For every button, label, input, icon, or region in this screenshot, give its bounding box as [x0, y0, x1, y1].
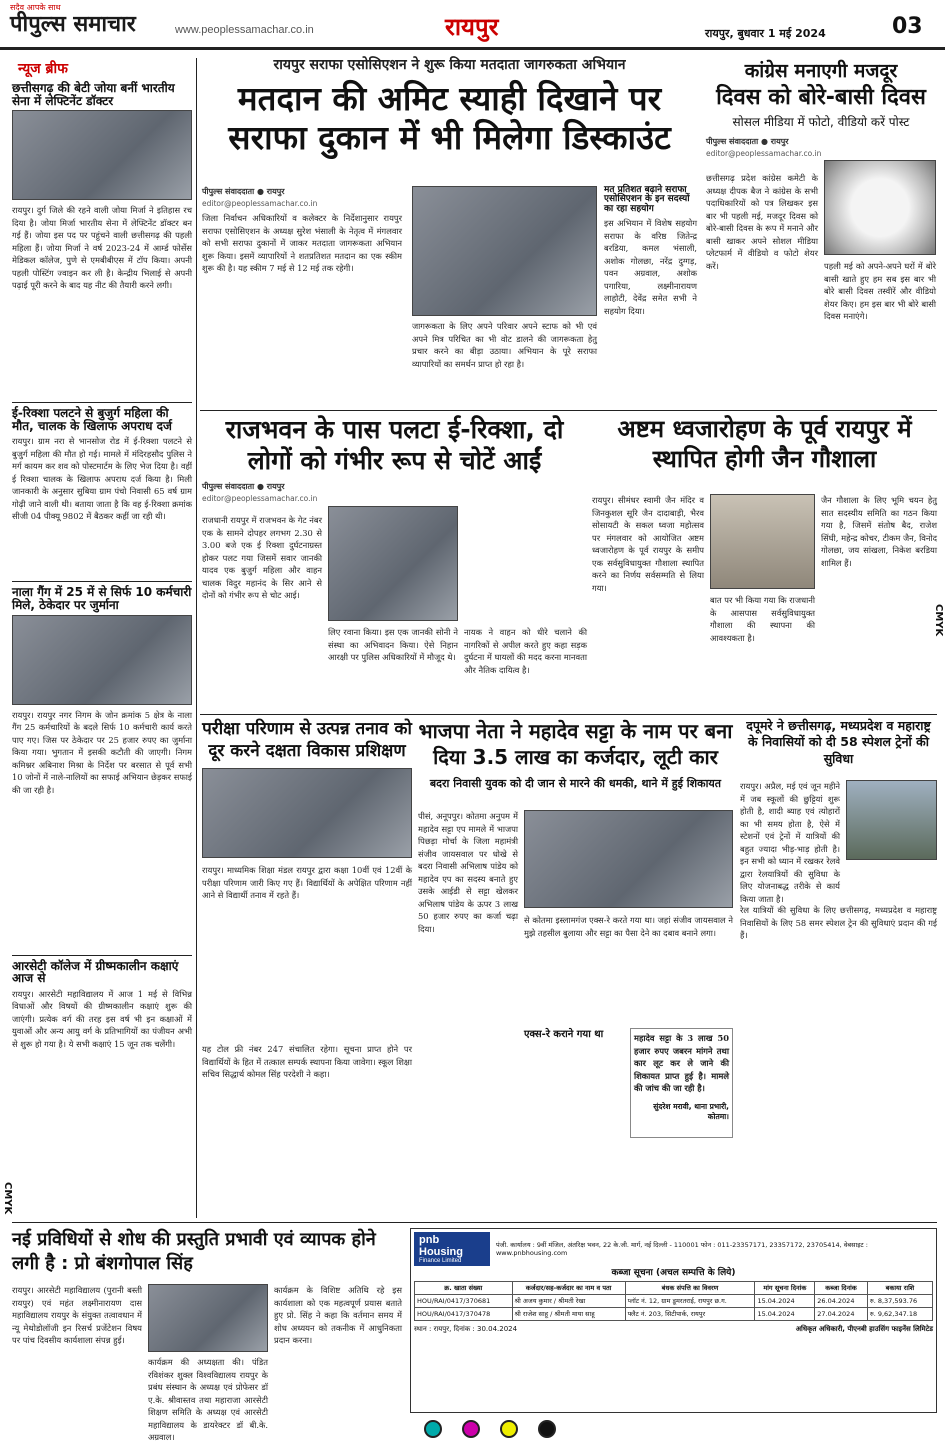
brief-photo-soldier	[12, 110, 192, 200]
lead-story	[202, 58, 697, 403]
website-url[interactable]: www.peoplessamachar.co.in	[175, 24, 314, 36]
lead-email[interactable]: editor@peoplessamachar.co.in	[202, 199, 318, 208]
congress-deck: सोसल मीडिया में फोटो, वीडियो करें पोस्ट	[732, 115, 910, 130]
rickshaw-story	[202, 414, 587, 709]
gaushala-text-2: जैन गौशाला के लिए भूमि चयन हेतु सात सदस्यीय समिति का गठन किया गया है, जिसमें संतोष बैद, राजेश सिंघी, महेन्द्र कोचर, टीकम जैन, विनोद गोलछा, जय सांखला, निकेश बरडिया शामिल हैं।	[821, 495, 937, 568]
rickshaw-text-1: राजधानी रायपुर में राजभवन के गेट नंबर एक के सामने दोपहर लगभग 2.30 से 3.00 बजे एक ई रिक्शा दुर्घटनाग्रस्त होकर पलट गया जिसमें सवार जानकी यादव एक बुजुर्ग महिला और वाहन चालक विदुर महानंद के सिर आने से दोनों को गंभीर रूप से चोट आई।	[202, 515, 322, 600]
congress-story	[706, 62, 936, 402]
newspaper-logo: सदैव आपके साथ पीपुल्स समाचार	[10, 3, 136, 37]
gaushala-photo-temple	[710, 494, 815, 589]
rickshaw-email[interactable]: editor@peoplessamachar.co.in	[202, 493, 318, 503]
registration-dot	[538, 1420, 556, 1438]
notice-table	[414, 1281, 933, 1321]
brief-text-1: रायपुर। दुर्ग जिले की रहने वाली जोया मिर्जा ने इतिहास रच दिया है। जोया मिर्जा भारतीय सेना में लेफ्टिनेंट डॉक्टर बन गई हैं। जोया इस पद पर पहुंचने वाली छत्तीसगढ़ की पहली महिला हैं। जोया मिर्जा ने वर्ष 2023-24 में आर्म्ड फोर्सेस मेडिकल कॉलेज, पुणे से एमबीबीएस में टॉप किया। अपनी पहली पोस्टिंग ज्वाइन कर ली है। केन्द्रीय भिलाई से अपनी पढ़ाई पूरी करने के बाद यह नीट की तैयारी करने लगी।	[12, 205, 192, 291]
notice-signature: अधिकृत अधिकारी, पीएनबी हाउसिंग फाइनेंस लिमिटेड	[795, 1325, 933, 1334]
section-rule	[200, 410, 937, 411]
congress-headline: दिवस को बोरे-बासी दिवस	[716, 84, 926, 110]
pnb-logo: pnb Housing Finance Limited	[414, 1232, 490, 1266]
satta-headline: भाजपा नेता ने महादेव सट्टा के नाम पर बना दिया 3.5 लाख का कर्जदार, लूटी कार	[418, 719, 733, 769]
dateline: रायपुर, बुधवार 1 मई 2024	[705, 27, 826, 40]
exam-story	[202, 718, 412, 1218]
exam-text-1: रायपुर। माध्यमिक शिक्षा मंडल रायपुर द्वारा कक्षा 10वीं एवं 12वीं के परीक्षा परिणाम जारी किए गए हैं। विद्यार्थियों के अपेक्षित परिणाम नहीं आने से विद्यार्थी तनाव में रहते हैं।	[202, 865, 412, 901]
lead-headline: मतदान की अमिट स्याही दिखाने पर सराफा दुकान में भी मिलेगा डिस्काउंट	[228, 78, 671, 158]
congress-email[interactable]: editor@peoplessamachar.co.in	[706, 149, 822, 159]
gaushala-headline: अष्टम ध्वजारोहण के पूर्व रायपुर में स्थापित होगी जैन गौशाला	[617, 415, 912, 473]
lead-photo-jewellers	[412, 186, 597, 316]
cmyk-mark-right: CMYK	[933, 604, 944, 637]
brief-headline-3: नाला गैंग में 25 में से सिर्फ 10 कर्मचारी मिले, ठेकेदार पर जुर्माना	[12, 581, 192, 611]
notice-office-text: पंजी. कार्यालय : 9वीं मंजिल, अंतरिक्ष भवन, 22 के.जी. मार्ग, नई दिल्ली - 110001 फोन : 011-23357171, 23357172, 23705414, वेबसाइट : www.pnbhousing.com	[495, 1241, 868, 1257]
exam-photo-meeting	[202, 768, 412, 858]
section-rule-2	[200, 714, 937, 715]
rickshaw-text-2: लिए रवाना किया। इस एक जानकी सोनी ने संस्था का अभिवादन किया। ऐसे निहान आरक्षी पर पुलिस अधिकारियों में मौजूद थे।	[328, 627, 458, 662]
notice-table-header: क्र. खाता संख्या कर्जदार/सह-कर्जदार का नाम व पता बंधक संपत्ति का विवरण मांग सूचना दिनांक कब्जा दिनांक बकाया राशि	[415, 1282, 933, 1295]
congress-text-2: पहली मई को अपने-अपने घरों में बोरे बासी खाते हुए हम सब इस बार भी बोरे बासी दिवस तस्वीरें और वीडियो शेयर किए। हम इस बार भी बोरे बासी दिवस मनाएंगे।	[824, 261, 936, 321]
satta-quote: महादेव सट्टा के 3 लाख 50 हजार रुपए जबरन मांगने तथा कार लूट कर ले जाने की शिकायत प्राप्त हुई है। मामले की जांच की जा रही है।	[634, 1033, 729, 1093]
rickshaw-byline: पीपुल्स संवाददाता ● रायपुर	[202, 481, 285, 491]
satta-quote-box	[630, 1028, 733, 1138]
research-photo	[148, 1284, 268, 1352]
lead-kicker: रायपुर सराफा एसोसिएशन ने शुरू किया मतदाता जागरुकता अभियान	[273, 57, 626, 73]
rickshaw-photo	[328, 506, 458, 621]
news-brief-label: न्यूज ब्रीफ	[18, 61, 68, 77]
registration-dot	[462, 1420, 480, 1438]
satta-story	[418, 718, 733, 1218]
brief-headline-4: आरसेटी कॉलेज में ग्रीष्मकालीन कक्षाएं आज से	[12, 955, 192, 985]
brief-headline-2: ई-रिक्शा पलटने से बुजुर्ग महिला की मौत, चालक के खिलाफ अपराध दर्ज	[12, 402, 192, 432]
research-text-1: रायपुर। आरसेटी महाविद्यालय (पुरानी बस्ती रायपुर) एवं महंत लक्ष्मीनारायण दास महाविद्यालय रायपुर के संयुक्त तत्वावधान में न्यू मेथोडोलॉजी इन रिसर्च प्रजेंटेशन विषय पर पांच दिवसीय कार्यशाला संपन्न हुई।	[12, 1285, 142, 1345]
trains-headline: दपूमरे ने छत्तीसगढ़, मध्यप्रदेश व महाराष्ट्र के निवासियों को दी 58 स्पेशल ट्रेनों की सुविधा	[746, 718, 931, 766]
gaushala-text-3: बात पर भी किया गया कि राजधानी के आसपास सर्वसुविधायुक्त गौशाला की स्थापना की आवश्यकता है।	[710, 595, 815, 643]
trains-text-2: रेल यात्रियों की सुविधा के लिए छत्तीसगढ़, मध्यप्रदेश व महाराष्ट्र निवासियों के लिए 58 समर स्पेशल ट्रेन की सुविधाएं प्रदान की गई हैं।	[740, 905, 937, 940]
congress-text-1: छत्तीसगढ़ प्रदेश कांग्रेस कमेटी के अध्यक्ष दीपक बैज ने कांग्रेस के सभी पदाधिकारियों को पत्र लिखकर इस बार भी पहली मई, मजदूर दिवस को बोरे-बासी दिवस के रूप में मनाने और बासी खाकर अपने सोशल मीडिया प्लेटफार्म में वीडियो व फोटो शेयर करें।	[706, 173, 818, 271]
brief-headline-1: छत्तीसगढ़ की बेटी जोया बनीं भारतीय सेना में लेफ्टिनेंट डॉक्टर	[12, 81, 175, 108]
masthead	[0, 0, 945, 50]
lead-text-1: जिला निर्वाचन अधिकारियों व कलेक्टर के निर्देशानुसार रायपुर सराफा एसोसिएशन के अध्यक्ष सुरेश भंसाली के नेतृत्व में मंगलवार को सभी सराफा दुकानों में जाकर मतदाता जागरूकता अभियान शुरू किया। इसमें व्यापारियों ने शतप्रतिशत मतदान का एक स्कीम शुरू की है। यह स्कीम 7 मई से 12 मई तक रहेगी।	[202, 213, 402, 273]
sidebar-members-heading: मत प्रतिशत बढ़ाने सराफा एसोसिएशन के इन सदस्यों का रहा सहयोग	[604, 185, 690, 214]
news-brief-column	[12, 58, 192, 1358]
congress-byline: पीपुल्स संवाददाता ● रायपुर	[706, 137, 789, 147]
research-text-2: कार्यक्रम के विशिष्ट अतिथि रहे इस कार्यशाला को एक महत्वपूर्ण प्रयास बताते हुए प्रो. सिंह ने कहा कि वर्तमान समय में शोध अध्ययन को तकनीक में आधुनिकता प्रदान करना।	[274, 1285, 402, 1345]
trains-text-1: रायपुर। अप्रैल, मई एवं जून महीने में जब स्कूलों की छुट्टियां शुरू होती है, शादी ब्याह एवं त्योहारों का भी समय होता है, ऐसे में स्टेशनों एवं ट्रेनों में यात्रियों की बहुत ज्यादा भीड़-भाड़ होती है। इन सभी को ध्यान में रखकर रेलवे द्वारा रेलयात्रियों की सुविधा के लिए योजनाबद्ध तरीके से कार्य किया जाता है।	[740, 781, 840, 904]
trains-photo	[846, 780, 937, 860]
exam-headline: परीक्षा परिणाम से उत्पन्न तनाव को दूर करने दक्षता विकास प्रशिक्षण	[202, 719, 412, 762]
research-headline: नई प्रविधियों से शोध की प्रस्तुति प्रभावी एवं व्यापक होने लगी है : प्रो बंशगोपाल सिंह	[12, 1229, 376, 1275]
satta-deck: बदरा निवासी युवक को दी जान से मारने की धमकी, थाने में हुई शिकायत	[429, 777, 722, 790]
table-row: HOU/RAI/0417/370478 श्री राजेश साहू / श्रीमती माया साहू फ्लैट नं. 203, सिटीपार्क, रायपुर 15.04.2024 27.04.2024 रु. 9,62,347.18	[415, 1308, 933, 1321]
city-section-title: रायपुर	[445, 13, 499, 41]
research-text-3: कार्यक्रम की अध्यक्षता की। पंडित रविशंकर शुक्ल विश्वविद्यालय रायपुर के प्रबंध संस्थान के अध्यक्ष एवं प्रोफेसर डॉ ए.के. श्रीवास्तव तथा महाराजा आरसेटी शिक्षण समिति के अध्यक्ष एवं आरसेटी महाविद्यालय के डायरेक्टर डॉ बी.के. अग्रवाल।	[148, 1357, 268, 1442]
research-story	[12, 1228, 402, 1442]
satta-quote-by: सुंदरेश मरावी, थाना प्रभारी, कोतमा।	[653, 1102, 729, 1121]
satta-subheading: एक्स-रे कराने गया था	[524, 1029, 604, 1040]
brief-text-2: रायपुर। ग्राम नरा से भानसोज रोड में ई-रिक्शा पलटने से बुजुर्ग महिला की मौत हो गई। मामले में मंदिरहसौद पुलिस ने मर्ग कायम कर शव को पोस्टमार्टम के लिए भेज दिया है। वहीं ई रिक्शा चालक के खिलाफ अपराध दर्ज किया है। मिली जानकारी के अनुसार सुबिया ग्राम पंचो निवासी 65 वर्ष ग्राम गोढ़ी जाने वाली थी। बताया जाता है कि वह ई-रिक्शा क्रमांक सीजी 04 पीक्यू 9802 में बैठकर कहीं जा रही थी।	[12, 436, 192, 522]
gaushala-story	[592, 414, 937, 709]
brief-text-3: रायपुर। रायपुर नगर निगम के जोन क्रमांक 5 क्षेत्र के नाला गैंग 25 कर्मचारियों के बदले सिर्फ 10 कर्मचारी कार्य करते पाए गए। जिस पर ठेकेदार पर 25 हजार रुपए का जुर्माना किया गया। भुगतान में इसकी कटौती की जाएगी। निगम कमिश्नर अबिनाश मिश्रा के निर्देश पर बरसात से पूर्व सभी 10 जोनों में नाले-नालियों का सफाई अभियान छेड़कर सफाई की जा रही है।	[12, 709, 192, 795]
registration-dot	[500, 1420, 518, 1438]
satta-photo-police	[524, 810, 733, 908]
trains-story	[740, 718, 937, 1218]
section-rule-3	[12, 1222, 937, 1223]
pnb-housing-notice	[410, 1228, 937, 1413]
lead-text-2: जागरूकता के लिए अपने परिवार अपने स्टाफ को भी एवं अपने मित्र परिचित का भी वोट डालने की जागरूकता हेतु प्रचार करने का बीड़ा उठाया। अभियान के पूरे सराफा व्यापारियों का समर्थन प्राप्त हो रहा है।	[412, 321, 597, 369]
congress-kicker: कांग्रेस मनाएगी मजदूर	[744, 60, 898, 82]
brief-photo-drain	[12, 615, 192, 705]
table-row: HOU/RAI/0417/370681 श्री अजय कुमार / श्रीमती रेखा प्लॉट नं. 12, ग्राम डूमरतराई, रायपुर छ.ग. 15.04.2024 26.04.2024 रु. 8,37,593.76	[415, 1295, 933, 1308]
lead-byline: पीपुल्स संवाददाता ● रायपुर	[202, 187, 285, 196]
gaushala-text-1: रायपुर। सीमंधर स्वामी जैन मंदिर व जिनकुशल सूरि जैन दादाबाड़ी, भैरव सोसायटी के सकल ध्वजा महोत्सव पर मंगलवार को आयोजित अष्टम ध्वजारोहण के पूर्व रायपुर के समीप एक सर्वसुविधायुक्त गौशाला स्थापित करने का निर्णय सर्वसम्मति से लिया गया।	[592, 495, 704, 593]
congress-photo-bowl	[824, 160, 936, 255]
brief-text-4: रायपुर। आरसेटी महाविद्यालय में आज 1 मई से विभिन्न विधाओं और विषयों की ग्रीष्मकालीन कक्षाएं शुरू की जाएंगी। प्रत्येक वर्ग की तरह इस वर्ष भी इन कक्षाओं में युवाओं और अन्य आयु वर्ग के प्रतिभागियों का पंजीयन अभी से शुरू हो गया है। ये सभी कक्षाएं 15 जून तक चलेंगी।	[12, 988, 192, 1049]
exam-text-2: यह टोल फ्री नंबर 247 संचालित रहेगा। सूचना प्राप्त होने पर विद्यार्थियों के हित में तत्काल सम्पर्क स्थापना किया जावेगा। स्कूल शिक्षा सचिव सिद्धार्थ कोमल सिंह परदेशी ने कहा।	[202, 1044, 412, 1080]
rickshaw-headline: राजभवन के पास पलटा ई-रिक्शा, दो लोगों को गंभीर रूप से चोटें आईं	[225, 415, 564, 476]
cmyk-mark-left: CMYK	[2, 1182, 13, 1215]
column-divider	[196, 58, 197, 1218]
registration-dot	[424, 1420, 442, 1438]
satta-text-1: पीसं, अनूपपुर। कोतमा अनुपम में महादेव सट्टा एप मामले में भाजपा पिछड़ा मोर्चा के जिला महामंत्री संजीव जायसवाल पर धोखे से बदरा निवासी अभिलाष पांडेय को महादेव एप का सदस्य बनाते हुए उसके आईडी से सट्टा खेलकर अभिलाष पांडेय के ऊपर 3 लाख 50 हजार रुपए का कर्जा चढ़ा दिया।	[418, 811, 518, 934]
notice-footer: स्थान : रायपुर, दिनांक : 30.04.2024	[414, 1325, 518, 1334]
sidebar-members-text: इस अभियान में विशेष सहयोग सराफा के वरिष्ठ जितेन्द्र बरडिया, कमल भंसाली, अशोक गोलछा, नरेंद्र दुग्गड़, पवन अग्रवाल, अशोक पगारिया, लक्ष्मीनारायण लाहोटी, देवेंद्र समेत सभी ने सहयोग दिया।	[604, 218, 697, 316]
registration-marks	[390, 1420, 590, 1442]
satta-text-2: से कोतमा इस्लामगंज एक्स-रे करते गया था। जहां संजीव जायसवाल ने मुझे तहसील बुलाया और सट्टा का पैसा देने का दबाव बनाने लगा।	[524, 915, 733, 938]
notice-title: कब्जा सूचना (अचल सम्पत्ति के लिये)	[611, 1268, 736, 1278]
rickshaw-text-3: नायक ने वाहन को धीरे चलाने की नागरिकों से अपील करते हुए कहा सड़क दुर्घटना में घायलों की मदद करना मानवता और नैतिक दायित्व है।	[464, 627, 587, 675]
page-number: 03	[892, 14, 923, 39]
